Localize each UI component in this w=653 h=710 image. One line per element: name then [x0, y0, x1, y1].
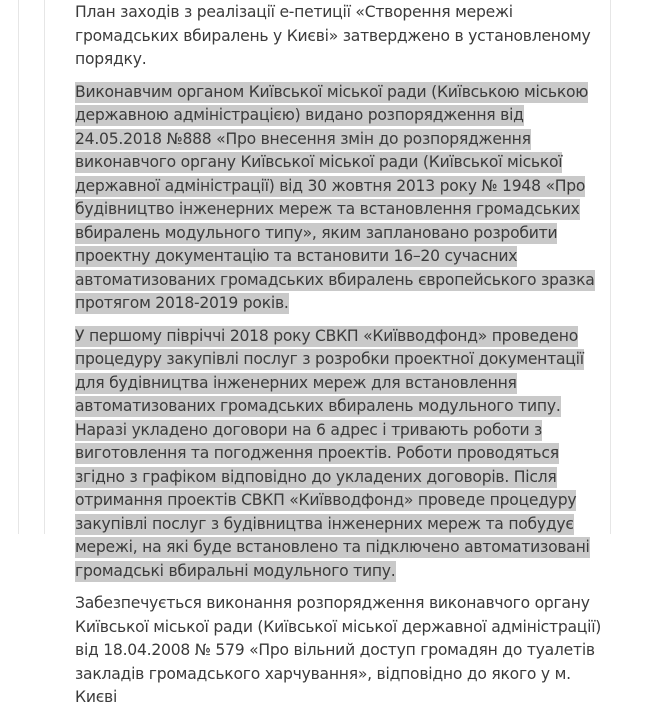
- highlighted-text[interactable]: Виконавчим органом Київської міської ради (Київською міською державною адміністрацією) видано розпорядження від 24.05.2018 №888 «Про внесення змін до розпорядження виконавчого органу Київської міської ради (Київської міської державної адміністрації) від 30 жовтня 2013 року № 1948 «Про будівництво інженерних мереж та встановлення громадських вбиралень модульного типу», яким заплановано розробити проектну документацію та встановити 16–20 сучасних автоматизованих громадських вбиралень європейського зразка протягом 2018-2019 років.: [75, 82, 595, 312]
- paragraph-order-579: [75, 592, 610, 710]
- paragraph-order-888: [75, 81, 610, 316]
- left-inner-border: [44, 0, 45, 534]
- article-body: [75, 0, 610, 710]
- left-outer-border: [18, 0, 19, 534]
- paragraph-kyivvodfond: [75, 325, 610, 584]
- right-border: [610, 0, 611, 534]
- highlighted-text[interactable]: У першому півріччі 2018 року СВКП «Київводфонд» проведено процедуру закупівлі послуг з розробки проектної документації для будівництва інженерних мереж для встановлення автоматизованих громадських вбиралень модульного типу. Наразі укладено договори на 6 адрес і тривають роботи з виготовлення та погодження проектів. Роботи проводяться згідно з графіком відповідно до укладених договорів. Після отримання проектів СВКП «Київводфонд» проведе процедуру закупівлі послуг з будівництва інженерних мереж та побудує мережі, на які буде встановлено та підключено автоматизовані громадські вбиральні модульного типу.: [75, 326, 590, 580]
- paragraph-text: Забезпечується виконання розпорядження виконавчого органу Київської міської ради (Київської міської державної адміністрації) від 18.04.2008 № 579 «Про вільний доступ громадян до туалетів закладів громадського харчування», відповідно до якого у м. Києві: [75, 594, 602, 706]
- paragraph-petition-plan: [75, 0, 610, 72]
- paragraph-text: План заходів з реалізації е-петиції «Створення мережі громадських вбиралень у Києві» затверджено в установленому порядку.: [75, 3, 591, 68]
